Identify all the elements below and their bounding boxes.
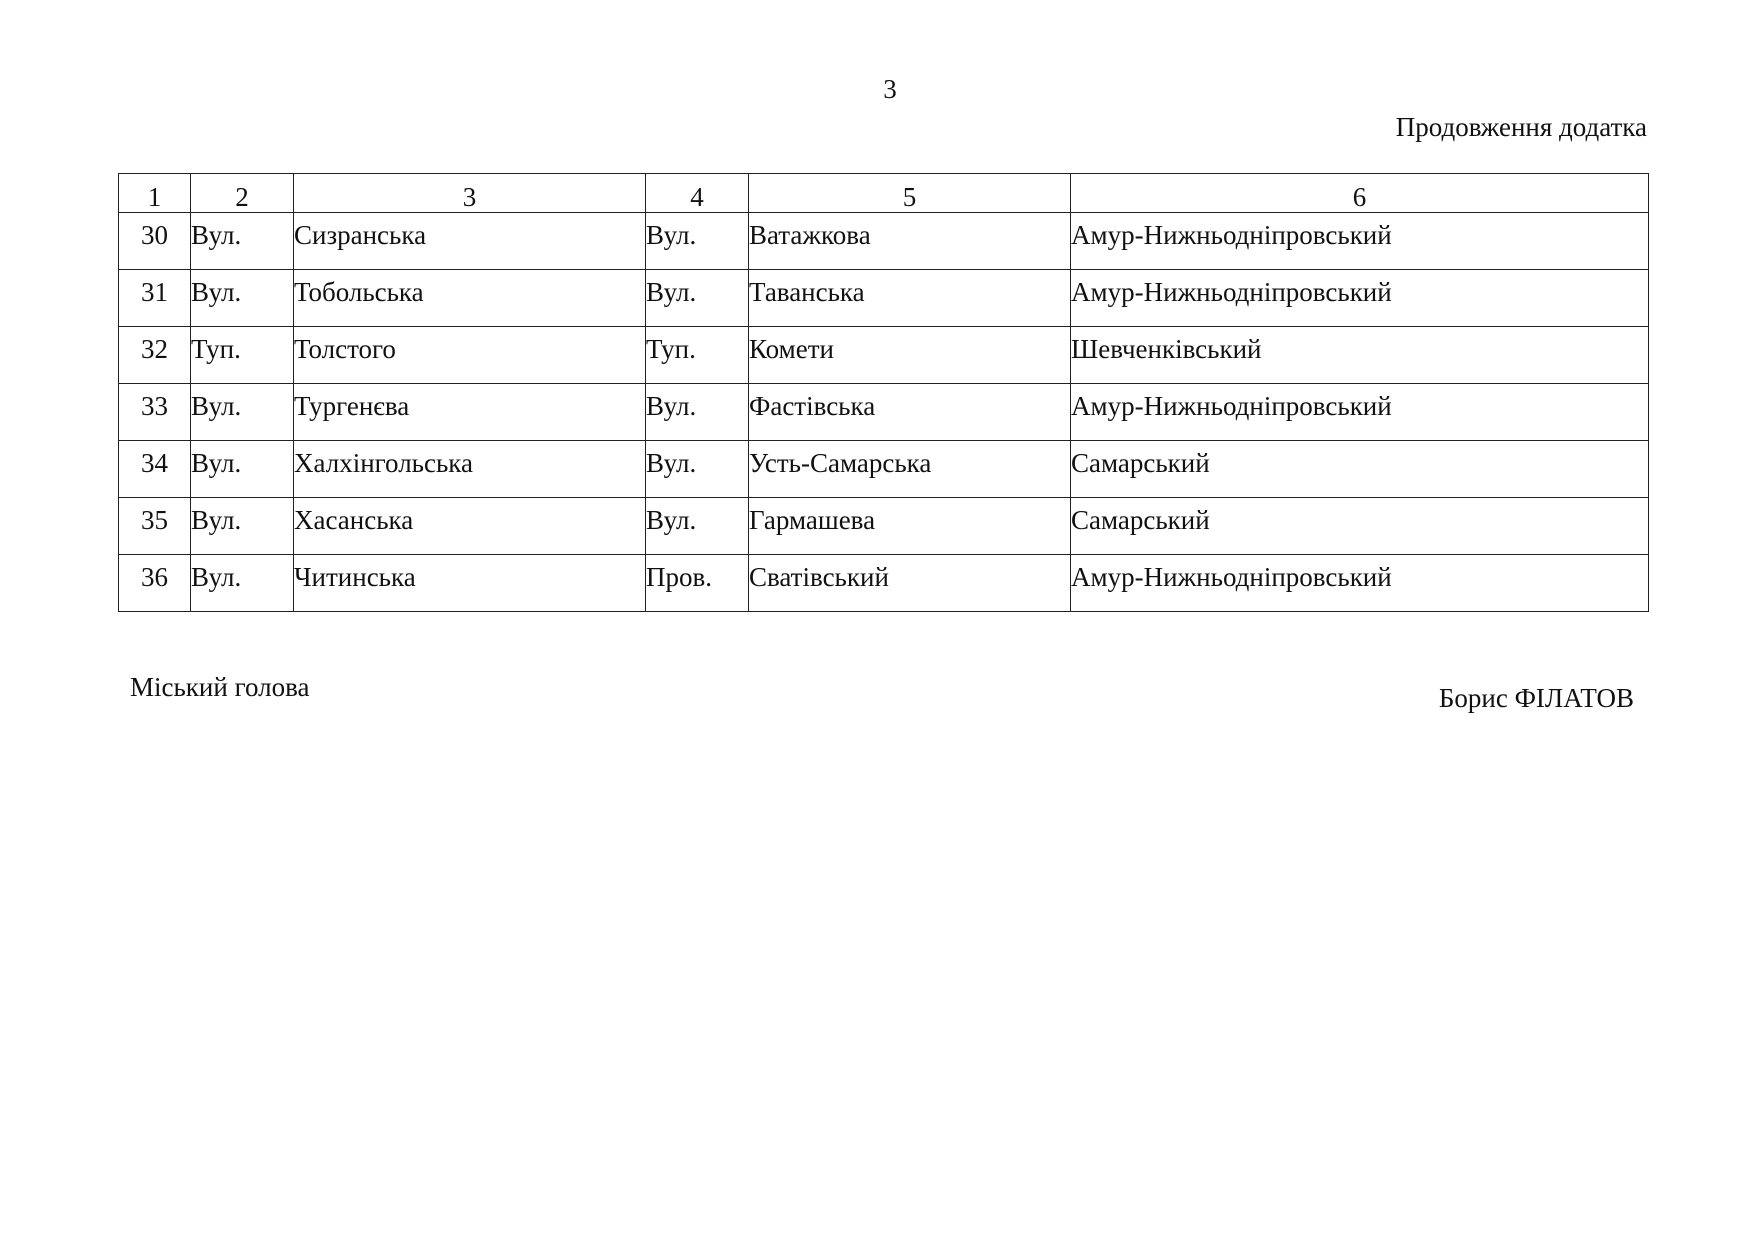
old-street-name: Читинська (294, 555, 646, 612)
old-street-type: Вул. (191, 213, 294, 270)
row-number: 30 (119, 213, 191, 270)
new-street-type: Вул. (646, 384, 749, 441)
district: Амур-Нижньодніпровський (1071, 270, 1649, 327)
old-street-name: Тургенєва (294, 384, 646, 441)
new-street-type: Туп. (646, 327, 749, 384)
signatory-position: Міський голова (130, 672, 310, 702)
row-number: 33 (119, 384, 191, 441)
row-number: 31 (119, 270, 191, 327)
new-street-name: Фастівська (749, 384, 1071, 441)
new-street-name: Гармашева (749, 498, 1071, 555)
column-header: 5 (749, 174, 1071, 213)
district: Шевченківський (1071, 327, 1649, 384)
old-street-name: Толстого (294, 327, 646, 384)
row-number: 34 (119, 441, 191, 498)
table-row (119, 498, 1649, 555)
table-row (119, 441, 1649, 498)
old-street-type: Вул. (191, 498, 294, 555)
new-street-type: Вул. (646, 498, 749, 555)
new-street-type: Пров. (646, 555, 749, 612)
old-street-name: Халхінгольська (294, 441, 646, 498)
old-street-type: Вул. (191, 441, 294, 498)
old-street-type: Вул. (191, 384, 294, 441)
old-street-type: Туп. (191, 327, 294, 384)
new-street-type: Вул. (646, 441, 749, 498)
district: Амур-Нижньодніпровський (1071, 213, 1649, 270)
column-header: 3 (294, 174, 646, 213)
old-street-type: Вул. (191, 270, 294, 327)
table-row (119, 270, 1649, 327)
old-street-name: Сизранська (294, 213, 646, 270)
old-street-name: Тобольська (294, 270, 646, 327)
row-number: 36 (119, 555, 191, 612)
new-street-type: Вул. (646, 270, 749, 327)
district: Амур-Нижньодніпровський (1071, 555, 1649, 612)
row-number: 32 (119, 327, 191, 384)
new-street-name: Ватажкова (749, 213, 1071, 270)
table-row (119, 384, 1649, 441)
old-street-name: Хасанська (294, 498, 646, 555)
column-header: 4 (646, 174, 749, 213)
district: Амур-Нижньодніпровський (1071, 384, 1649, 441)
row-number: 35 (119, 498, 191, 555)
new-street-name: Таванська (749, 270, 1071, 327)
signatory-name: Борис ФІЛАТОВ (1438, 683, 1634, 713)
street-rename-table (118, 173, 1649, 612)
table-row (119, 327, 1649, 384)
district: Самарський (1071, 498, 1649, 555)
new-street-name: Сватівський (749, 555, 1071, 612)
column-header: 6 (1071, 174, 1649, 213)
column-header: 1 (119, 174, 191, 213)
page-number: 3 (883, 74, 897, 104)
new-street-name: Комети (749, 327, 1071, 384)
new-street-type: Вул. (646, 213, 749, 270)
new-street-name: Усть-Самарська (749, 441, 1071, 498)
column-header: 2 (191, 174, 294, 213)
table-row (119, 555, 1649, 612)
old-street-type: Вул. (191, 555, 294, 612)
table-row (119, 213, 1649, 270)
district: Самарський (1071, 441, 1649, 498)
continuation-label: Продовження додатка (1395, 112, 1647, 142)
table-container (118, 173, 1648, 612)
table-header-row (119, 174, 1649, 213)
